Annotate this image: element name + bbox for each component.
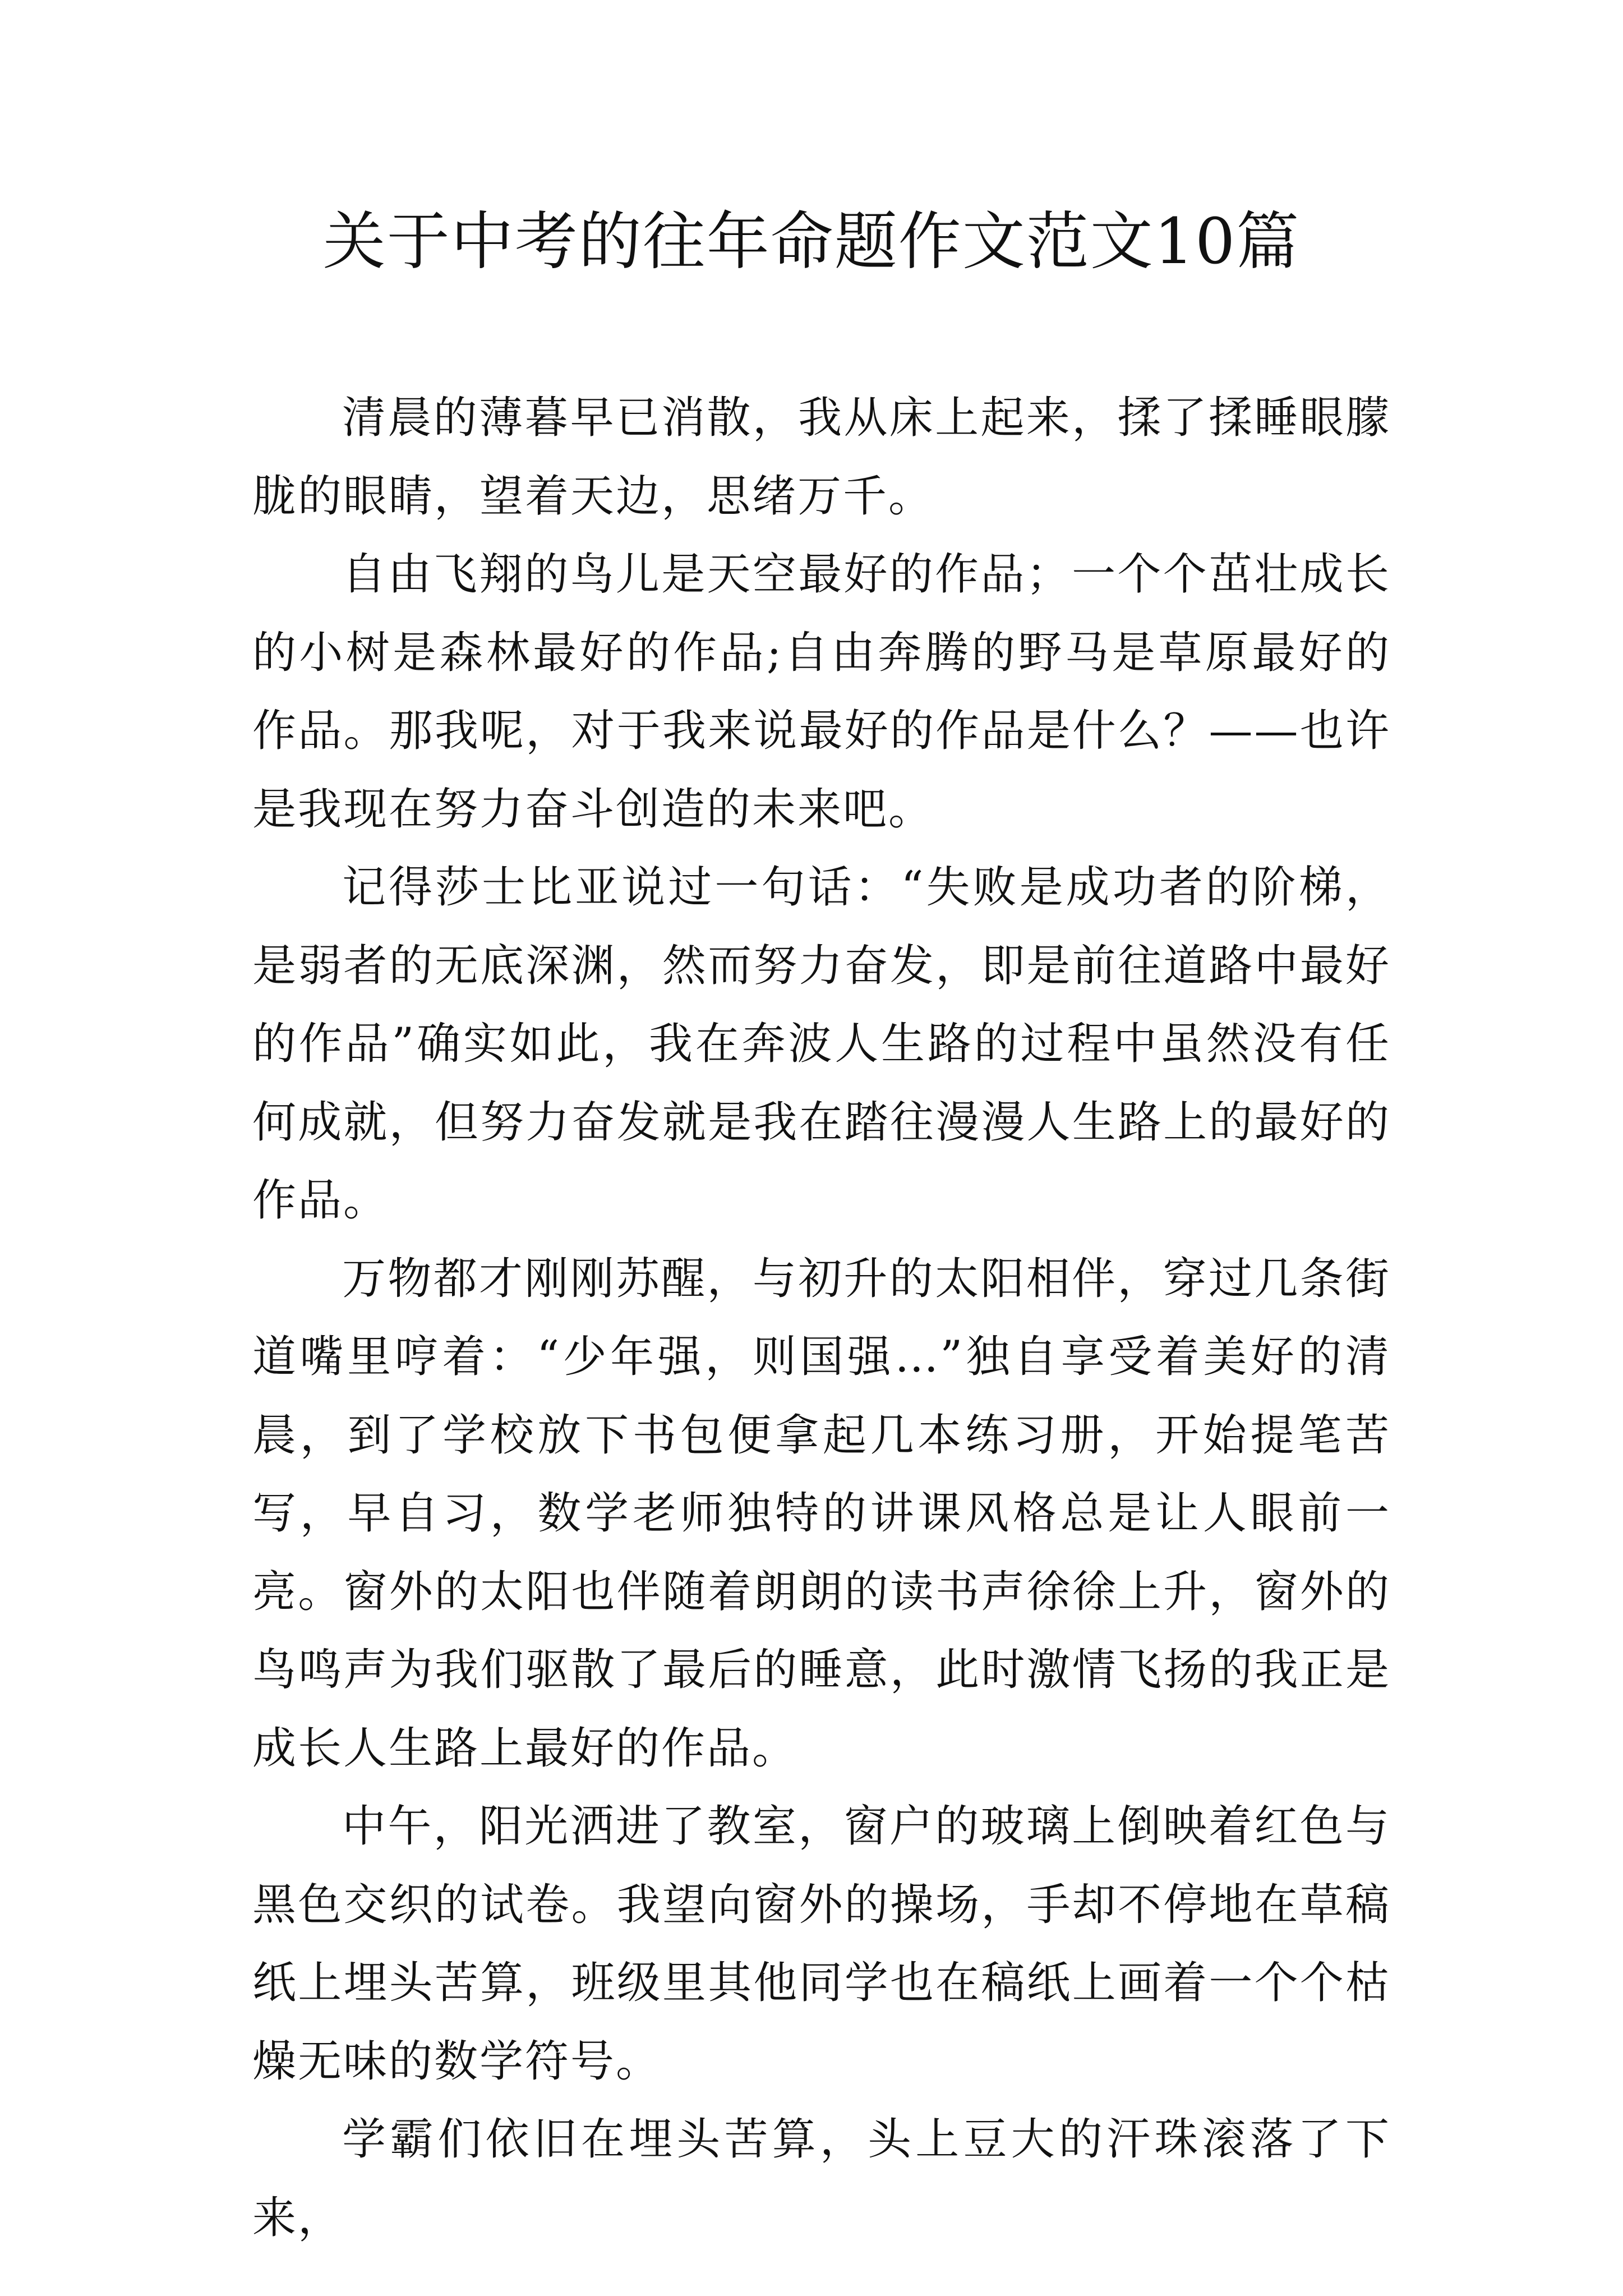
paragraph: 自由飞翔的鸟儿是天空最好的作品；一个个茁壮成长的小树是森林最好的作品;自由奔腾的野马是草原最好的作品。那我呢，对于我来说最好的作品是什么？——也许是我现在努力奋斗创造的未来吧。 bbox=[252, 549, 1391, 835]
paragraph: 中午，阳光洒进了教室，窗户的玻璃上倒映着红色与黑色交织的试卷。我望向窗外的操场，手却不停地在草稿纸上埋头苦算，班级里其他同学也在稿纸上画着一个个枯燥无味的数学符号。 bbox=[252, 1801, 1391, 2087]
document-body bbox=[252, 379, 1391, 2257]
paragraph: 万物都才刚刚苏醒，与初升的太阳相伴，穿过几条街道嘴里哼着：“少年强，则国强…”独自享受着美好的清晨，到了学校放下书包便拿起几本练习册，开始提笔苦写，早自习，数学老师独特的讲课风格总是让人眼前一亮。窗外的太阳也伴随着朗朗的读书声徐徐上升，窗外的鸟鸣声为我们驱散了最后的睡意，此时激情飞扬的我正是成长人生路上最好的作品。 bbox=[252, 1253, 1391, 1774]
paragraph: 记得莎士比亚说过一句话：“失败是成功者的阶梯，是弱者的无底深渊，然而努力奋发，即是前往道路中最好的作品”确实如此，我在奔波人生路的过程中虽然没有任何成就，但努力奋发就是我在踏往漫漫人生路上的最好的作品。 bbox=[252, 862, 1391, 1226]
paragraph: 学霸们依旧在埋头苦算，头上豆大的汗珠滚落了下来， bbox=[252, 2114, 1391, 2243]
paragraph: 清晨的薄暮早已消散，我从床上起来，揉了揉睡眼朦胧的眼睛，望着天边，思绪万千。 bbox=[252, 393, 1391, 522]
document-title: 关于中考的往年命题作文范文10篇 bbox=[322, 205, 1301, 278]
